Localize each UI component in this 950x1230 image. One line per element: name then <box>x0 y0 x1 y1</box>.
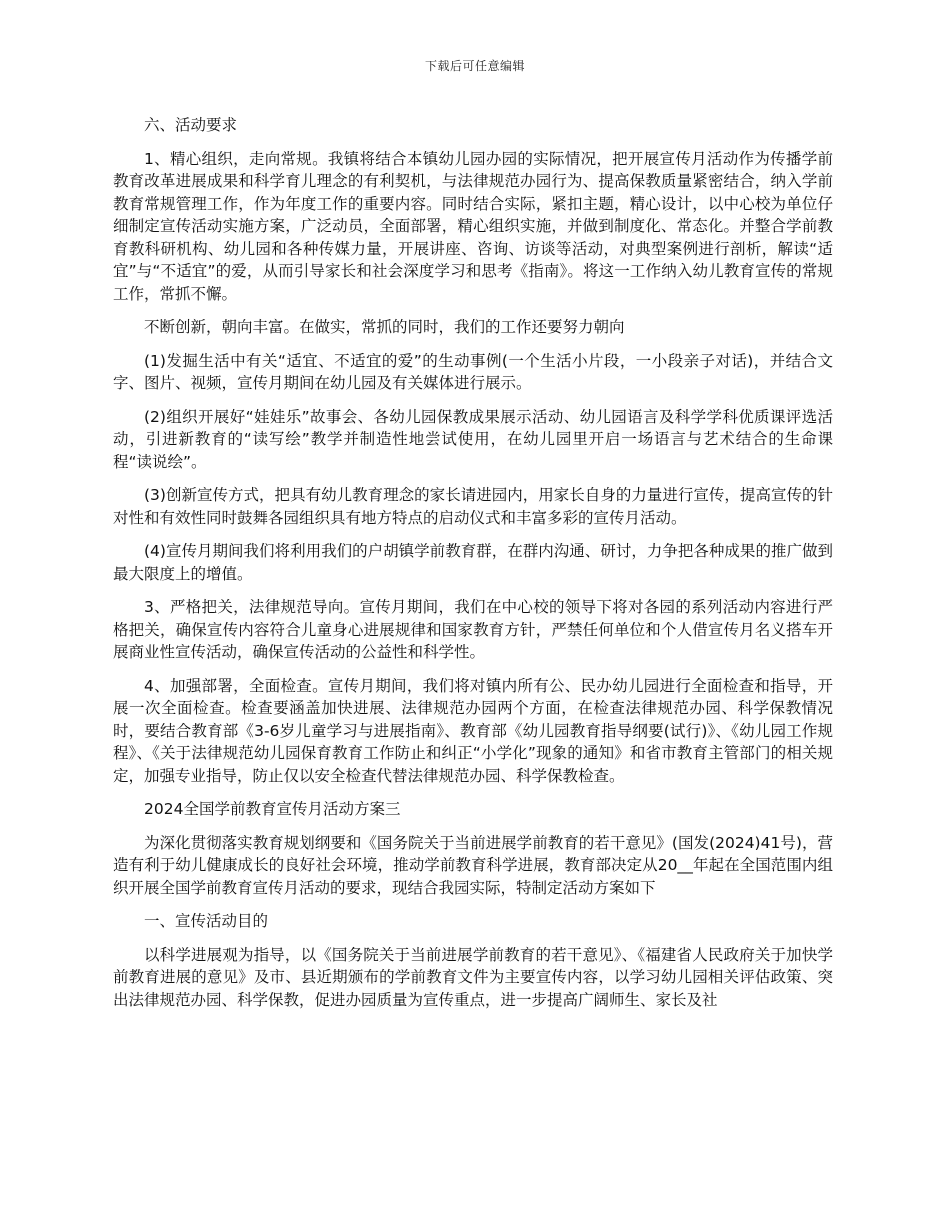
list-item-2: (2)组织开展好“娃娃乐”故事会、各幼儿园保教成果展示活动、幼儿园语言及科学学科优质课评选活动，引进新教育的“读写绘”教学并制造性地尝试使用，在幼儿园里开启一场语言与艺术结合的生命课程“读说绘”。 <box>113 407 833 471</box>
plan-three-title: 2024全国学前教育宣传月活动方案三 <box>144 800 401 818</box>
section-heading-purpose: 一、宣传活动目的 <box>144 912 269 930</box>
paragraph-purpose: 以科学进展观为指导，以《国务院关于当前进展学前教育的若干意见》、《福建省人民政府关于加快学前教育进展的意见》及市、县近期颁布的学前教育文件为主要宣传内容，以学习幼儿园相关评估政策、突出法律规范办园、科学保教，促进办园质量为宣传重点，进一步提高广阔师生、家长及社 <box>113 945 833 1009</box>
paragraph-strict-control: 3、严格把关，法律规范导向。宣传月期间，我们在中心校的领导下将对各园的系列活动内容进行严格把关，确保宣传内容符合儿童身心进展规律和国家教育方针，严禁任何单位和个人借宣传月名义搭车开展商业性宣传活动，确保宣传活动的公益性和科学性。 <box>113 598 833 661</box>
paragraph-inspection: 4、加强部署，全面检查。宣传月期间，我们将对镇内所有公、民办幼儿园进行全面检查和指导，开展一次全面检查。检查要涵盖加快进展、法律规范办园两个方面，在检查法律规范办园、科学保教情况时，要结合教育部《3-6岁儿童学习与进展指南》、教育部《幼儿园教育指导纲要(试行)》、《幼儿园工作规程》、《关于法律规范幼儿园保育教育工作防止和纠正“小学化”现象的通知》和省市教育主管部门的相关规定，加强专业指导，防止仅以安全检查代替法律规范办园、科学保教检查。 <box>113 676 833 785</box>
list-item-4: (4)宣传月期间我们将利用我们的户胡镇学前教育群，在群内沟通、研讨，力争把各种成果的推广做到最大限度上的增值。 <box>113 542 833 583</box>
paragraph-innovate: 不断创新，朝向丰富。在做实，常抓的同时，我们的工作还要努力朝向 <box>144 318 625 336</box>
paragraph-organize: 1、精心组织，走向常规。我镇将结合本镇幼儿园办园的实际情况，把开展宣传月活动作为传播学前教育改革进展成果和科学育儿理念的有利契机，与法律规范办园行为、提高保教质量紧密结合，纳入学前教育常规管理工作，作为年度工作的重要内容。同时结合实际，紧扣主题，精心设计，以中心校为单位仔细制定宣传活动实施方案，广泛动员，全面部署，精心组织实施，并做到制度化、常态化。并整合学前教育教科研机构、幼儿园和各种传媒力量，开展讲座、咨询、访谈等活动，对典型案例进行剖析，解读“适宜”与“不适宜”的爱，从而引导家长和社会深度学习和思考《指南》。将这一工作纳入幼儿教育宣传的常规工作，常抓不懈。 <box>113 149 833 303</box>
paragraph-intro: 为深化贯彻落实教育规划纲要和《国务院关于当前进展学前教育的若干意见》(国发(2024)41号)，营造有利于幼儿健康成长的良好社会环境，推动学前教育科学进展，教育部决定从20__年起在全国范围内组织开展全国学前教育宣传月活动的要求，现结合我园实际，特制定活动方案如下 <box>113 833 833 897</box>
page-header: 下载后可任意编辑 <box>424 59 525 73</box>
section-heading-activity-requirements: 六、活动要求 <box>144 116 238 134</box>
list-item-1: (1)发掘生活中有关“适宜、不适宜的爱”的生动事例(一个生活小片段，一小段亲子对话)，并结合文字、图片、视频，宣传月期间在幼儿园及有关媒体进行展示。 <box>113 351 833 392</box>
document-body <box>113 114 833 1022</box>
list-item-3: (3)创新宣传方式，把具有幼儿教育理念的家长请进园内，用家长自身的力量进行宣传，提高宣传的针对性和有效性同时鼓舞各园组织具有地方特点的启动仪式和丰富多彩的宣传月活动。 <box>113 486 833 527</box>
